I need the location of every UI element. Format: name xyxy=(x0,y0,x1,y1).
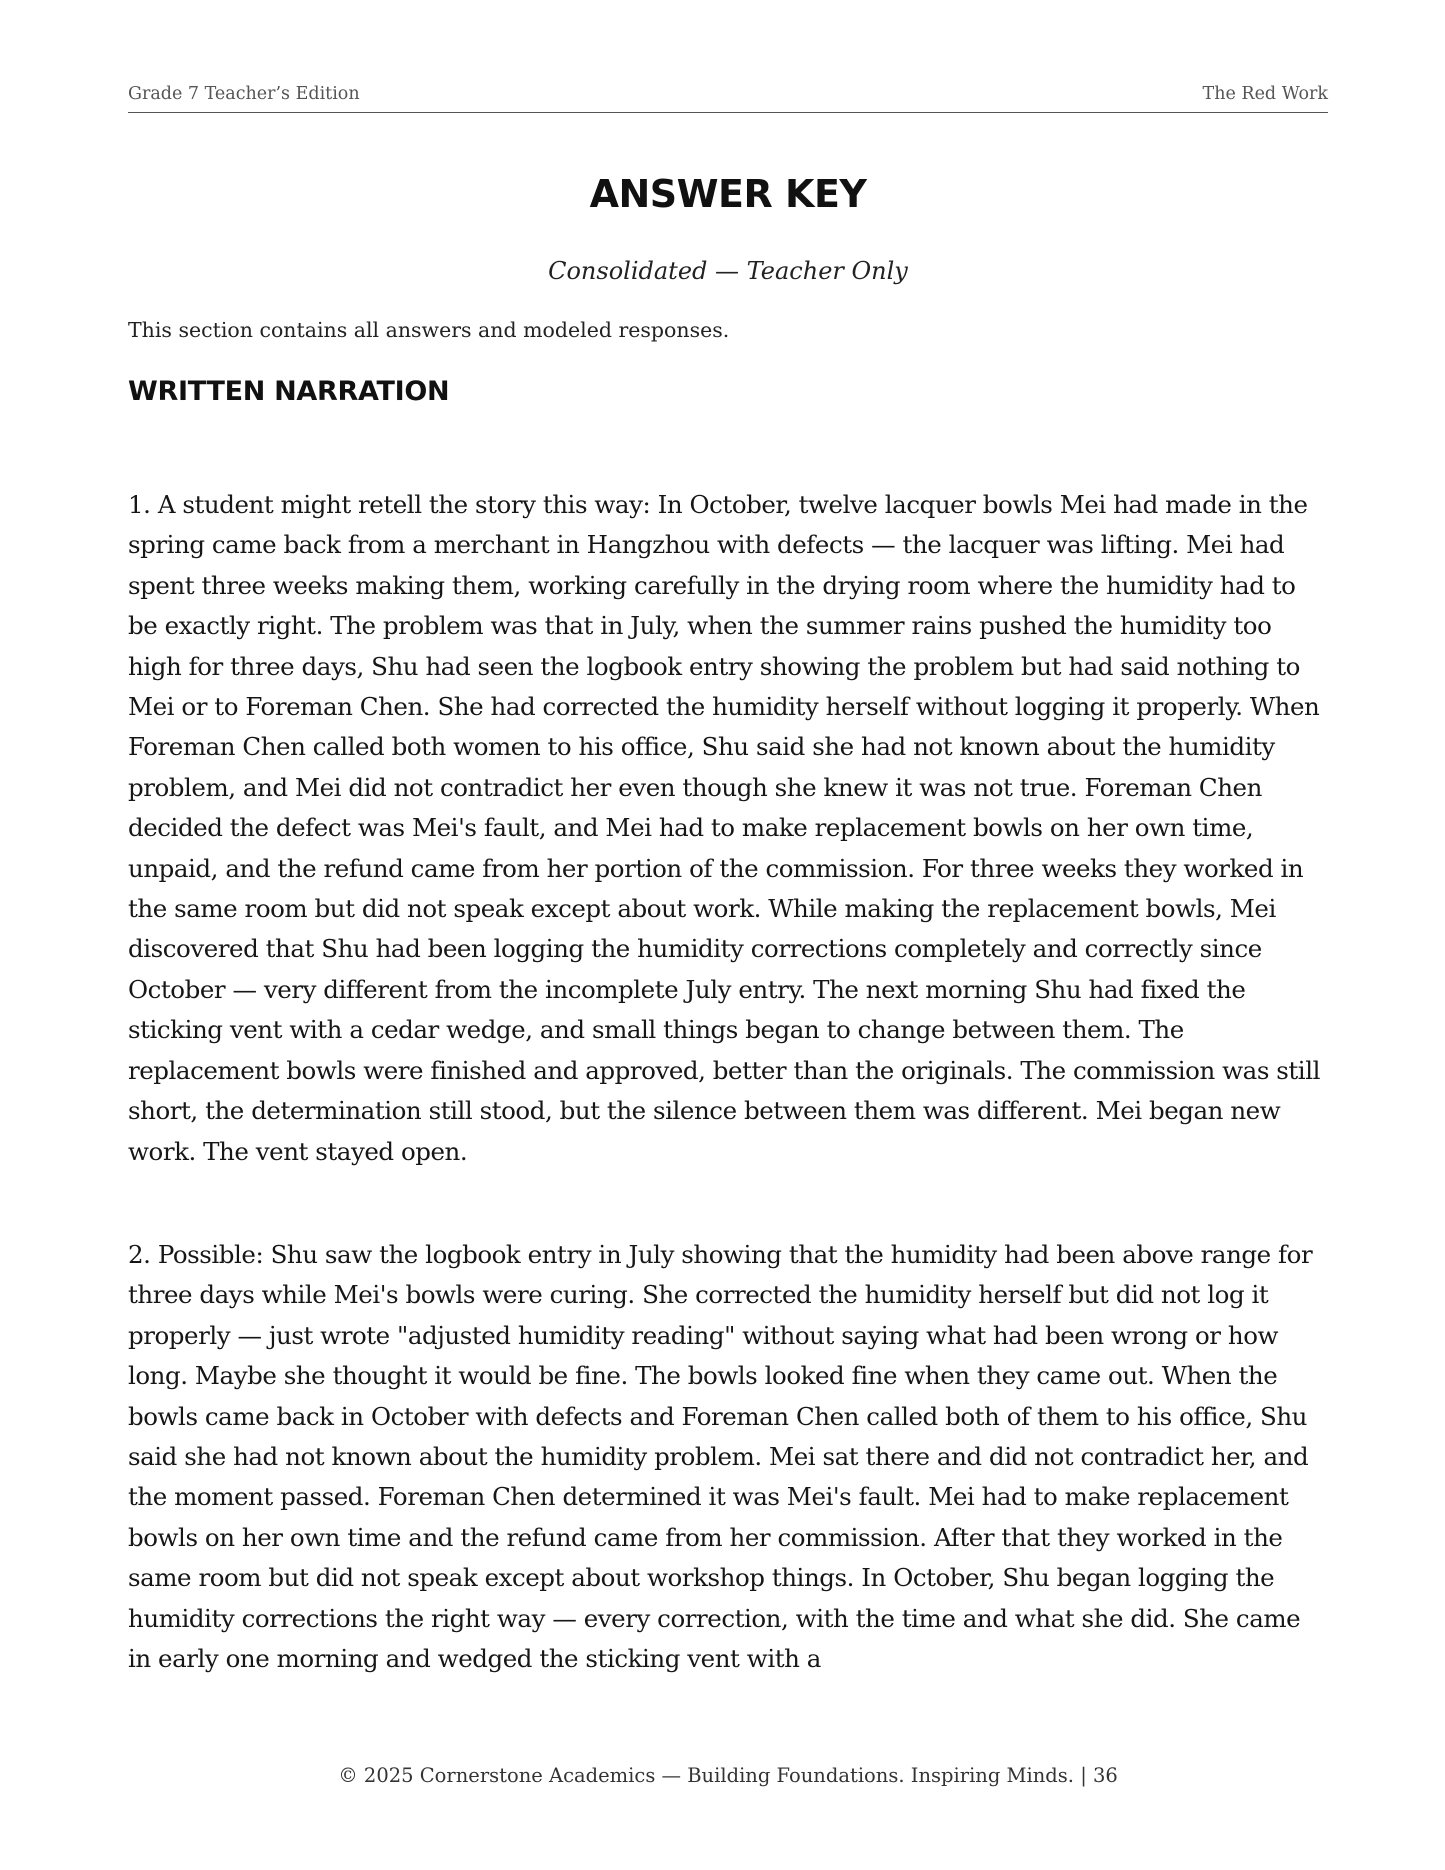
header-unit-title: The Red Work xyxy=(1202,84,1328,104)
running-header xyxy=(128,82,1328,113)
answer-paragraph-1: 1. A student might retell the story this way: In October, twelve lacquer bowls Mei had made in the spring came back from a merchant in Hangzhou with defects — the lacquer was lifting. Mei had spent three weeks making them, working carefully in the drying room where the humidity had to be exactly right. The problem was that in July, when the summer rains pushed the humidity too high for three days, Shu had seen the logbook entry showing the problem but had said nothing to Mei or to Foreman Chen. She had corrected the humidity herself without logging it properly. When Foreman Chen called both women to his office, Shu said she had not known about the humidity problem, and Mei did not contradict her even though she knew it was not true. Foreman Chen decided the defect was Mei's fault, and Mei had to make replacement bowls on her own time, unpaid, and the refund came from her portion of the commission. For three weeks they worked in the same room but did not speak except about work. While making the replacement bowls, Mei discovered that Shu had been logging the humidity corrections completely and correctly since October — very different from the incomplete July entry. The next morning Shu had fixed the sticking vent with a cedar wedge, and small things began to change between them. The replacement bowls were finished and approved, better than the originals. The commission was still short, the determination still stood, but the silence between them was different. Mei began new work. The vent stayed open. xyxy=(128,490,1320,1166)
answer-paragraph-2: 2. Possible: Shu saw the logbook entry in July showing that the humidity had been above range for three days while Mei's bowls were curing. She corrected the humidity herself but did not log it properly — just wrote "adjusted humidity reading" without saying what had been wrong or how long. Maybe she thought it would be fine. The bowls looked fine when they came out. When the bowls came back in October with defects and Foreman Chen called both of them to his office, Shu said she had not known about the humidity problem. Mei sat there and did not contradict her, and the moment passed. Foreman Chen determined it was Mei's fault. Mei had to make replacement bowls on her own time and the refund came from her commission. After that they worked in the same room but did not speak except about workshop things. In October, Shu began logging the humidity corrections the right way — every correction, with the time and what she did. She came in early one morning and wedged the sticking vent with a xyxy=(128,1240,1313,1674)
header-course-label: Grade 7 Teacher’s Edition xyxy=(128,84,360,104)
page-title: ANSWER KEY xyxy=(589,172,867,216)
section-heading: WRITTEN NARRATION xyxy=(128,376,450,407)
page-footer: © 2025 Cornerstone Academics — Building Foundations. Inspiring Minds. | 36 xyxy=(338,1764,1118,1787)
page-subtitle: Consolidated — Teacher Only xyxy=(548,257,908,285)
document-page xyxy=(128,0,1328,1870)
intro-text: This section contains all answers and modeled responses. xyxy=(128,318,730,342)
